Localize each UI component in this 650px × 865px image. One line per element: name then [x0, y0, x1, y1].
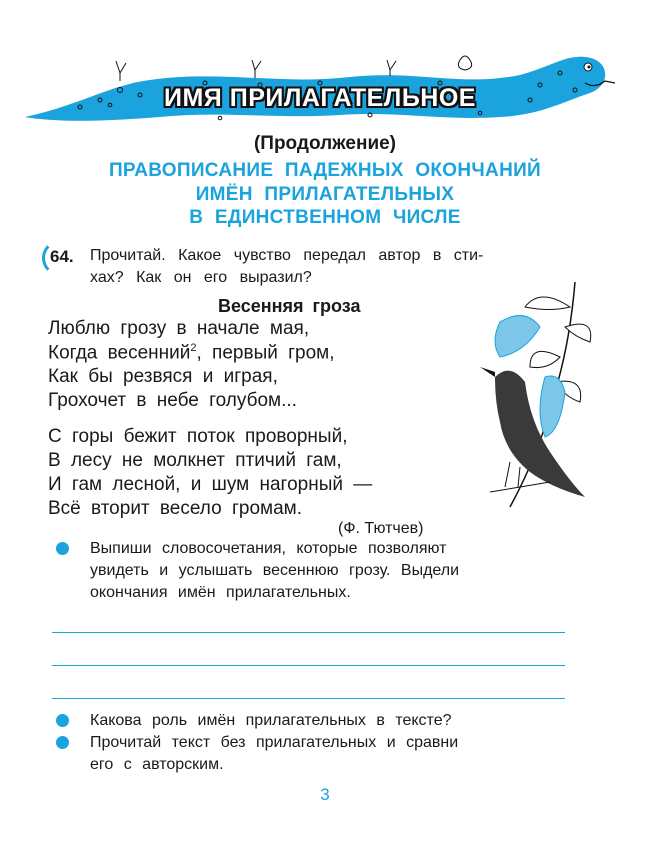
bullet-icon — [56, 714, 69, 727]
task-1-line-3: окончания имён прилагательных. — [90, 584, 351, 601]
writing-line — [52, 665, 565, 666]
task-3-line-1: Прочитай текст без прилагательных и сравни — [90, 734, 459, 751]
poem-line — [48, 342, 335, 364]
poem-author: (Ф. Тютчев) — [338, 520, 424, 537]
poem-line: Как бы резвяся и играя, — [48, 366, 278, 387]
section-heading-line-2: ИМЁН ПРИЛАГАТЕЛЬНЫХ — [195, 184, 455, 205]
exercise-question-line-1: Прочитай. Какое чувство передал автор в сти- — [90, 247, 484, 264]
poem-line: Всё вторит весело громам. — [48, 498, 302, 519]
poem-line: Грохочет в небе голубом... — [48, 390, 297, 411]
task-3-line-2: его с авторским. — [90, 756, 224, 773]
page-number: 3 — [320, 785, 330, 804]
poem-line: В лесу не молкнет птичий гам, — [48, 450, 342, 471]
task-1-line-2: увидеть и услышать весеннюю грозу. Выдели — [90, 562, 460, 579]
exercise-number: 64. — [50, 247, 74, 266]
chapter-title: ИМЯ ПРИЛАГАТЕЛЬНОЕ — [164, 84, 476, 112]
poem-line: И гам лесной, и шум нагорный — — [48, 474, 373, 495]
bullet-icon — [56, 542, 69, 555]
poem-text: Когда весенний — [48, 342, 191, 364]
poem-line: С горы бежит поток проворный, — [48, 426, 348, 447]
section-heading-line-3: В ЕДИНСТВЕННОМ ЧИСЛЕ — [189, 207, 461, 228]
bullet-icon — [56, 736, 69, 749]
poem-text: , первый гром, — [196, 342, 335, 364]
footnote-mark: 2 — [190, 342, 197, 354]
task-1-line-1: Выпиши словосочетания, которые позволяют — [90, 540, 447, 557]
task-2: Какова роль имён прилагательных в тексте? — [90, 712, 452, 729]
bird-on-branch-illustration — [470, 282, 600, 512]
section-heading-line-1: ПРАВОПИСАНИЕ ПАДЕЖНЫХ ОКОНЧАНИЙ — [108, 160, 542, 181]
writing-line — [52, 632, 565, 633]
writing-line — [52, 698, 565, 699]
poem-title: Весенняя гроза — [218, 296, 361, 316]
exercise-question-line-2: хах? Как он его выразил? — [90, 269, 312, 286]
subtitle: (Продолжение) — [253, 133, 397, 154]
poem-line: Люблю грозу в начале мая, — [48, 318, 310, 339]
